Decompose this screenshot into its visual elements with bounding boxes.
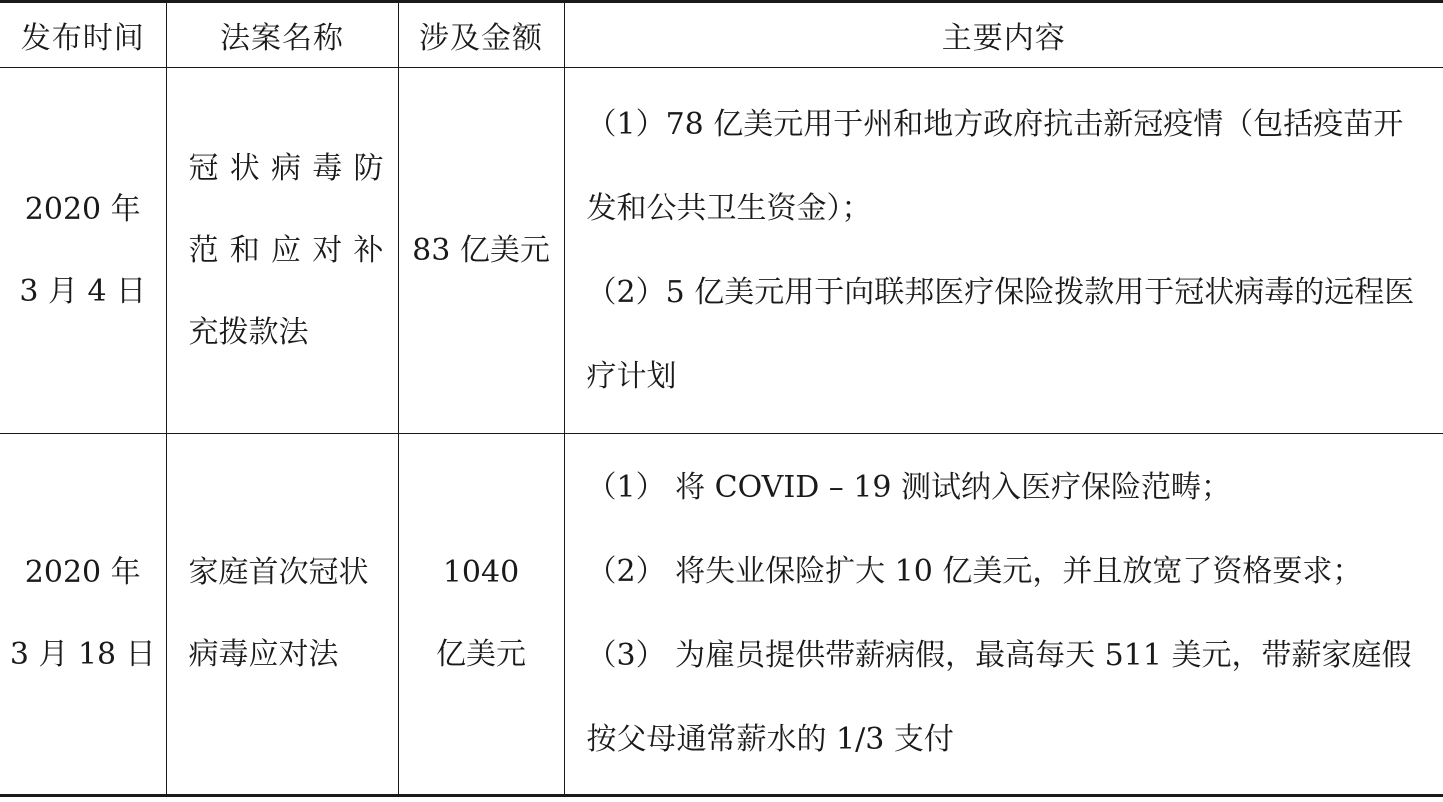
header-release-date: 发布时间 <box>0 2 166 68</box>
bill-name-line: 冠状病毒防 <box>188 150 384 186</box>
content-item: （2）5 亿美元用于向联邦医疗保险拨款用于冠状病毒的远程医疗计划 <box>586 274 1415 394</box>
bill-name-line: 充拨款法 <box>188 314 309 350</box>
amount-cell <box>398 434 564 796</box>
amount-line: 亿美元 <box>436 637 526 672</box>
release-date-cell <box>0 434 166 796</box>
table-header-row <box>0 2 1443 68</box>
bill-name-line: 病毒应对法 <box>188 637 339 672</box>
release-date-cell <box>0 68 166 434</box>
header-amount: 涉及金额 <box>398 2 564 68</box>
date-line: 3 月 18 日 <box>9 637 156 672</box>
amount-line: 1040 <box>442 555 520 590</box>
content-item: （1） 将 COVID – 19 测试纳入医疗保险范畴； <box>586 470 1232 505</box>
main-content-cell <box>564 434 1443 796</box>
main-content-cell <box>564 68 1443 434</box>
date-line: 3 月 4 日 <box>19 273 147 309</box>
table-row <box>0 434 1443 796</box>
amount-cell <box>398 68 564 434</box>
content-item: （2） 将失业保险扩大 10 亿美元，并且放宽了资格要求； <box>586 554 1363 589</box>
header-bill-name: 法案名称 <box>166 2 398 68</box>
date-line: 2020 年 <box>24 191 141 227</box>
content-item: （3） 为雇员提供带薪病假，最高每天 511 美元，带薪家庭假按父母通常薪水的 1/3 支付 <box>586 638 1412 757</box>
table-row <box>0 68 1443 434</box>
header-main-content: 主要内容 <box>564 2 1443 68</box>
bill-name-cell <box>166 434 398 796</box>
bill-name-cell <box>166 68 398 434</box>
date-line: 2020 年 <box>24 555 141 590</box>
amount-line: 83 亿美元 <box>412 232 550 268</box>
content-item: （1）78 亿美元用于州和地方政府抗击新冠疫情（包括疫苗开发和公共卫生资金）； <box>586 106 1404 226</box>
bill-name-line: 家庭首次冠状 <box>188 555 369 590</box>
bill-name-line: 范和应对补 <box>188 232 384 268</box>
